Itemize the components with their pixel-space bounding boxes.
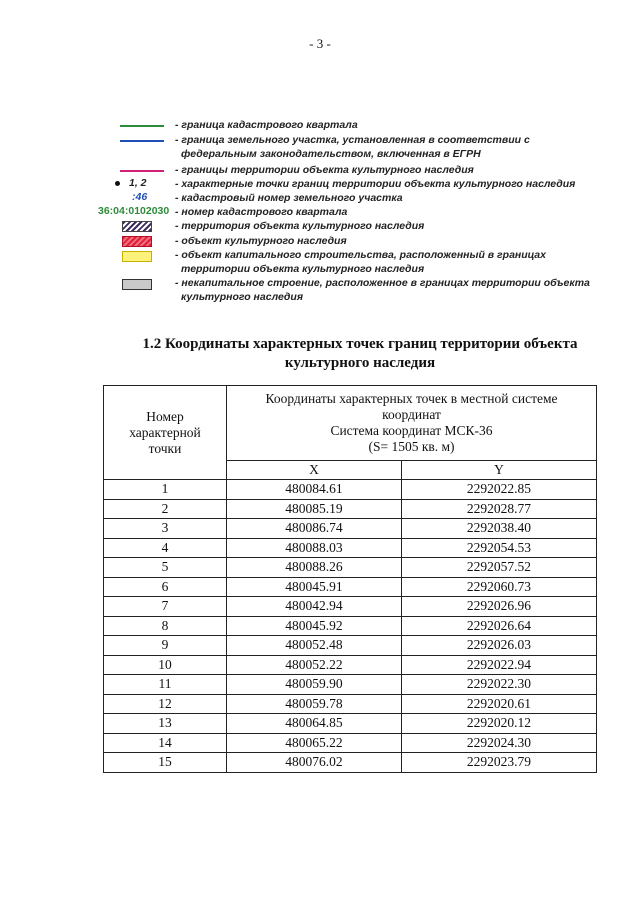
y-cell: 2292054.53 xyxy=(401,538,596,558)
x-cell: 480045.92 xyxy=(227,616,402,636)
y-cell: 2292026.03 xyxy=(401,636,596,656)
red-box-icon xyxy=(122,236,152,247)
legend-text: - объект капитального строительства, расположенный в границах xyxy=(175,249,546,261)
section-title-line: 1.2 Координаты характерных точек границ территории объекта xyxy=(142,336,578,352)
legend-text: - номер кадастрового квартала xyxy=(175,206,348,218)
points-symbol xyxy=(115,177,147,189)
y-cell: 2292022.85 xyxy=(401,480,596,500)
point-number-cell: 1 xyxy=(104,480,227,500)
legend-text: территории объекта культурного наследия xyxy=(181,263,425,275)
x-cell: 480064.85 xyxy=(227,714,402,734)
header-line: (S= 1505 кв. м) xyxy=(368,439,455,454)
y-cell: 2292024.30 xyxy=(401,733,596,753)
table-row xyxy=(104,753,597,773)
legend-text: - характерные точки границ территории объекта культурного наследия xyxy=(175,178,576,190)
x-cell: 480065.22 xyxy=(227,733,402,753)
y-cell: 2292038.40 xyxy=(401,519,596,539)
blue-line-icon xyxy=(120,140,164,142)
legend-text: федеральным законодательством, включенная в ЕГРН xyxy=(181,148,481,160)
legend-text: - граница земельного участка, установленная в соответствии с xyxy=(175,134,530,146)
point-number-cell: 14 xyxy=(104,733,227,753)
x-cell: 480052.22 xyxy=(227,655,402,675)
table-row xyxy=(104,636,597,656)
table-row xyxy=(104,714,597,734)
legend-text: - кадастровый номер земельного участка xyxy=(175,192,403,204)
legend-text: культурного наследия xyxy=(181,291,304,303)
header-line: точки xyxy=(148,440,182,456)
header-x: X xyxy=(227,461,402,480)
magenta-line-icon xyxy=(120,170,164,172)
x-cell: 480088.26 xyxy=(227,558,402,578)
x-cell: 480059.78 xyxy=(227,694,402,714)
legend-text: - территория объекта культурного наследия xyxy=(175,220,425,232)
header-line: Номер xyxy=(146,408,184,424)
table-row xyxy=(104,655,597,675)
point-number-cell: 11 xyxy=(104,675,227,695)
y-cell: 2292020.61 xyxy=(401,694,596,714)
points-label: 1, 2 xyxy=(129,177,147,189)
point-number-cell: 3 xyxy=(104,519,227,539)
x-cell: 480084.61 xyxy=(227,480,402,500)
table-row xyxy=(104,577,597,597)
point-number-cell: 15 xyxy=(104,753,227,773)
x-cell: 480088.03 xyxy=(227,538,402,558)
point-number-cell: 13 xyxy=(104,714,227,734)
legend-text: - границы территории объекта культурного наследия xyxy=(175,164,474,176)
legend-text: - объект культурного наследия xyxy=(175,235,347,247)
table-row xyxy=(104,694,597,714)
table-body xyxy=(104,480,597,773)
table-row xyxy=(104,616,597,636)
x-cell: 480052.48 xyxy=(227,636,402,656)
hatched-area-icon xyxy=(122,221,152,232)
x-cell: 480076.02 xyxy=(227,753,402,773)
y-cell: 2292026.96 xyxy=(401,597,596,617)
dot-icon xyxy=(115,181,120,186)
table-row xyxy=(104,597,597,617)
legend-text: - некапитальное строение, расположенное в границах территории объекта xyxy=(175,277,590,289)
table-row xyxy=(104,499,597,519)
header-line: характерной xyxy=(129,424,201,440)
y-cell: 2292020.12 xyxy=(401,714,596,734)
point-number-cell: 4 xyxy=(104,538,227,558)
y-cell: 2292022.94 xyxy=(401,655,596,675)
point-number-cell: 6 xyxy=(104,577,227,597)
yellow-box-icon xyxy=(122,251,152,262)
header-line: Система координат МСК-36 xyxy=(330,423,493,438)
y-cell: 2292022.30 xyxy=(401,675,596,695)
legend-text: - граница кадастрового квартала xyxy=(175,119,358,131)
x-cell: 480045.91 xyxy=(227,577,402,597)
y-cell: 2292057.52 xyxy=(401,558,596,578)
x-cell: 480042.94 xyxy=(227,597,402,617)
x-cell: 480086.74 xyxy=(227,519,402,539)
section-title xyxy=(100,335,620,373)
header-line: координат xyxy=(382,407,441,422)
x-cell: 480085.19 xyxy=(227,499,402,519)
point-number-cell: 7 xyxy=(104,597,227,617)
point-number-cell: 2 xyxy=(104,499,227,519)
point-number-cell: 12 xyxy=(104,694,227,714)
point-number-cell: 5 xyxy=(104,558,227,578)
point-number-cell: 10 xyxy=(104,655,227,675)
table-row xyxy=(104,480,597,500)
header-point-number xyxy=(104,386,227,480)
gray-box-icon xyxy=(122,279,152,290)
point-number-cell: 9 xyxy=(104,636,227,656)
table-row xyxy=(104,733,597,753)
table-row xyxy=(104,675,597,695)
point-number-cell: 8 xyxy=(104,616,227,636)
y-cell: 2292026.64 xyxy=(401,616,596,636)
quarter-number-symbol: 36:04:0102030 xyxy=(98,205,170,217)
table-row xyxy=(104,519,597,539)
table-row xyxy=(104,538,597,558)
page-number: - 3 - xyxy=(309,36,331,51)
section-title-line: культурного наследия xyxy=(284,355,436,371)
y-cell: 2292060.73 xyxy=(401,577,596,597)
green-line-icon xyxy=(120,125,164,127)
y-cell: 2292028.77 xyxy=(401,499,596,519)
header-coordinates xyxy=(227,386,597,461)
x-cell: 480059.90 xyxy=(227,675,402,695)
header-line: Координаты характерных точек в местной системе xyxy=(265,391,558,406)
header-y: Y xyxy=(401,461,596,480)
parcel-number-symbol: :46 xyxy=(132,191,148,203)
table-row xyxy=(104,558,597,578)
coordinates-table xyxy=(103,385,597,773)
y-cell: 2292023.79 xyxy=(401,753,596,773)
